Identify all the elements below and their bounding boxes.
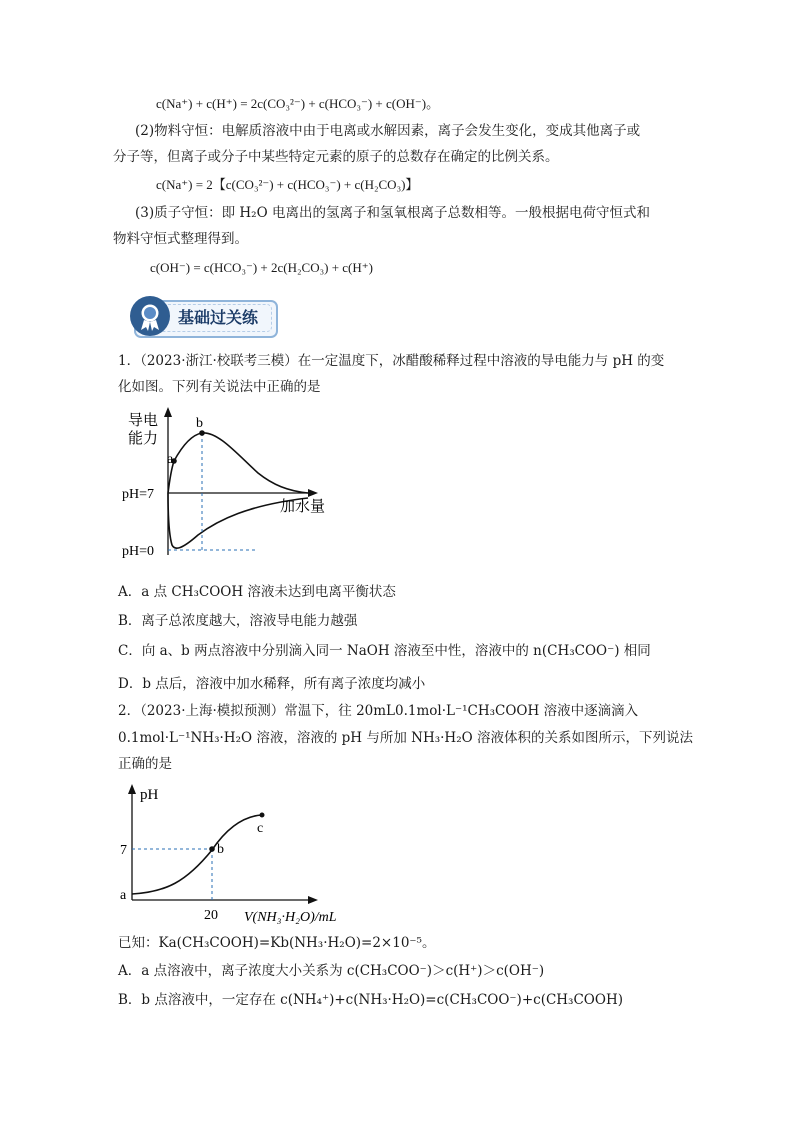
- q2-known-condition: 已知：Ka(CH₃COOH)=Kb(NH₃·H₂O)=2×10⁻⁵。: [118, 935, 436, 951]
- award-ribbon-icon: [128, 294, 172, 338]
- q2-point-b-label: b: [217, 842, 224, 857]
- q2-stem-line3: 正确的是: [118, 756, 172, 772]
- q1-stem-line1: 1．（2023·浙江·校联考三模）在一定温度下，冰醋酸稀释过程中溶液的导电能力与 pH 的变: [118, 353, 665, 369]
- material-balance-continued: 分子等，但离子或分子中某些特定元素的原子的总数存在确定的比例关系。: [113, 149, 559, 165]
- q2-stem-line1: 2．（2023·上海·模拟预测）常温下，往 20mL0.1mol·L⁻¹CH₃COOH 溶液中逐滴滴入: [118, 703, 639, 719]
- q2-ph-curve: [132, 815, 262, 894]
- q1-y-label-1: 导电: [128, 413, 159, 429]
- q2-point-b-marker: [209, 846, 215, 852]
- q2-y-label: pH: [140, 787, 159, 803]
- q1-conductivity-ph-figure: [118, 405, 348, 565]
- q1-y-label-2: 能力: [128, 431, 159, 447]
- q1-x-axis-arrow: [308, 489, 318, 497]
- q1-point-b-marker: [199, 430, 205, 436]
- q2-x-tick-20: 20: [204, 908, 218, 923]
- charge-balance-formula: c(Na⁺) + c(H⁺) = 2c(CO₃²⁻) + c(HCO₃⁻) + c(OH⁻)。: [156, 96, 440, 111]
- q2-y-tick-7: 7: [120, 843, 127, 858]
- material-balance-formula: c(Na⁺) = 2【c(CO₃²⁻) + c(HCO₃⁻) + c(H₂CO₃)】: [156, 177, 419, 192]
- q2-x-label: V(NH₃·H₂O)/mL: [244, 910, 337, 925]
- q1-y-axis-arrow: [164, 407, 172, 417]
- q1-option-d: D．b 点后，溶液中加水稀释，所有离子浓度均减小: [118, 676, 426, 692]
- proton-balance-label: (3)质子守恒：即 H₂O 电离出的氢离子和氢氧根离子总数相等。一般根据电荷守恒式和: [135, 205, 650, 221]
- section-banner: [124, 292, 274, 340]
- q2-point-a-label: a: [120, 888, 127, 903]
- q2-stem-line2: 0.1mol·L⁻¹NH₃·H₂O 溶液，溶液的 pH 与所加 NH₃·H₂O 溶液体积的关系如图所示，下列说法: [118, 730, 693, 746]
- q1-option-b: B．离子总浓度越大，溶液导电能力越强: [118, 613, 358, 629]
- q2-x-axis-arrow: [308, 896, 318, 904]
- q2-ph-volume-figure: [116, 782, 376, 927]
- q2-point-c-marker: [260, 813, 265, 818]
- section-title: 基础过关练: [178, 308, 259, 327]
- proton-balance-continued: 物料守恒式整理得到。: [113, 231, 248, 247]
- material-balance-label: (2)物料守恒：电解质溶液中由于电离或水解因素，离子会发生变化，变成其他离子或: [135, 123, 641, 139]
- q1-ph0-label: pH=0: [122, 544, 155, 559]
- q2-y-axis-arrow: [128, 784, 136, 794]
- q1-point-b-label: b: [196, 416, 203, 431]
- q2-option-a: A．a 点溶液中，离子浓度大小关系为 c(CH₃COO⁻)＞c(H⁺)＞c(OH⁻): [118, 963, 545, 979]
- q1-ph7-label: pH=7: [122, 487, 155, 502]
- q1-stem-line2: 化如图。下列有关说法中正确的是: [118, 379, 321, 395]
- proton-balance-formula: c(OH⁻) = c(HCO₃⁻) + 2c(H₂CO₃) + c(H⁺): [150, 260, 373, 275]
- q1-conductivity-curve: [168, 433, 308, 493]
- q2-point-c-label: c: [257, 821, 264, 836]
- q1-option-c: C．向 a、b 两点溶液中分别滴入同一 NaOH 溶液至中性，溶液中的 n(CH₃COO⁻) 相同: [118, 643, 651, 659]
- q1-option-a: A．a 点 CH₃COOH 溶液未达到电离平衡状态: [118, 584, 396, 600]
- q1-x-label: 加水量: [280, 499, 326, 515]
- q2-option-b: B．b 点溶液中，一定存在 c(NH₄⁺)+c(NH₃·H₂O)=c(CH₃COO⁻)+c(CH₃COOH): [118, 992, 623, 1008]
- q1-point-a-label: a: [167, 452, 174, 467]
